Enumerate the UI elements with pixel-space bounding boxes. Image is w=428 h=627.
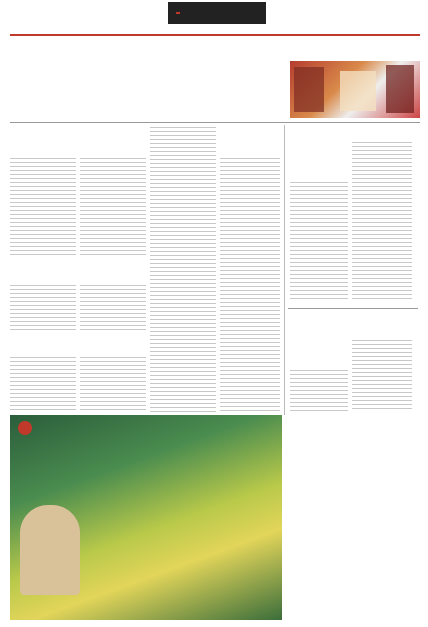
topic-banner xyxy=(168,2,266,24)
ad-person xyxy=(20,505,80,595)
shenzhen-body xyxy=(290,142,348,182)
section2-body xyxy=(10,271,145,285)
section3-body xyxy=(10,347,145,357)
masthead xyxy=(0,0,428,34)
header-rule xyxy=(10,34,420,36)
section1-body xyxy=(10,136,145,158)
mid-divider xyxy=(288,308,418,309)
topic-banner-sub xyxy=(176,12,180,14)
ad-diaojintong xyxy=(10,415,282,620)
lead-divider xyxy=(10,122,420,123)
ad-logo-icon xyxy=(18,421,32,435)
lead-body xyxy=(54,66,279,90)
beijing-body xyxy=(290,340,348,370)
lead-photo xyxy=(290,61,420,118)
